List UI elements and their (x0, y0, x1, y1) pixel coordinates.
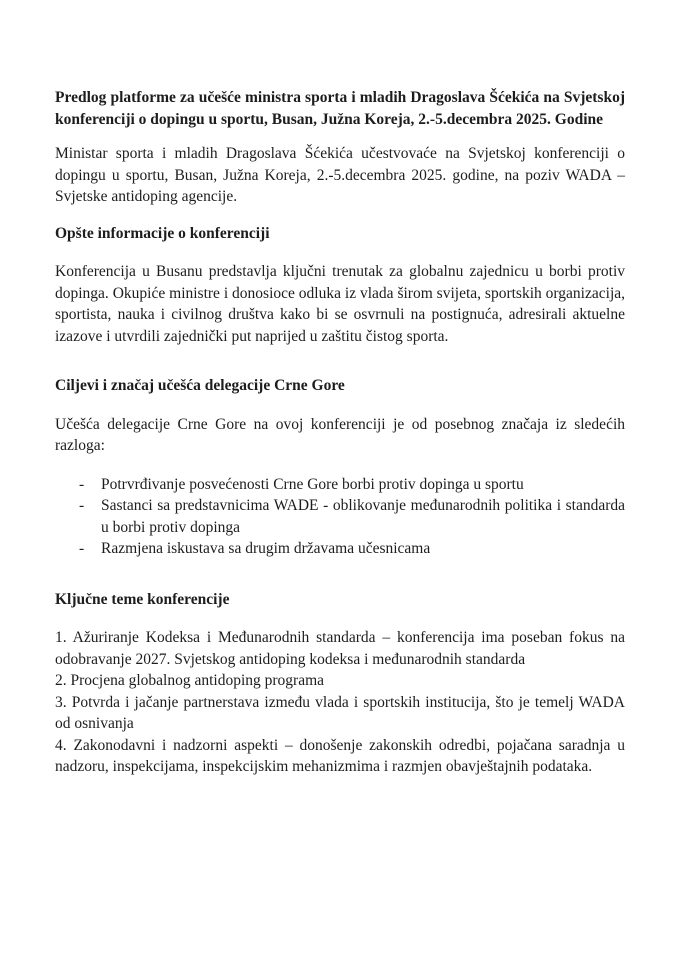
numbered-item-2: 2. Procjena globalnog antidoping programa (55, 672, 325, 689)
bullet-dash-marker: - (79, 475, 85, 493)
bullet-item (55, 538, 625, 560)
numbered-item-3: 3. Potvrda i jačanje partnerstava između vlada i sportskih institucija, što je temelj WADA od osnivanja (55, 693, 625, 732)
numbered-item-4: 4. Zakonodavni i nadzorni aspekti – donošenje zakonskih odredbi, pojačana saradnja u nadzoru, inspekcijama, inspekcijskim mehanizmima i razmjen obavještajnih podataka. (55, 736, 625, 775)
bullet-text: Sastanci sa predstavnicima WADE - oblikovanje međunarodnih politika i standarda u borbi protiv dopinga (101, 497, 625, 536)
section-paragraph-goals: Učešća delegacije Crne Gore na ovoj konferenciji je od posebnog značaja iz sledećih razloga: (55, 415, 625, 454)
intro-paragraph: Ministar sporta i mladih Dragoslava Šćekića učestvovaće na Svjetskoj konferenciji o dopingu u sportu, Busan, Južna Koreja, 2.-5.decembra 2025. godine, na poziv WADA – Svjetske antidoping agencije. (55, 145, 625, 205)
bullet-list (55, 474, 625, 560)
section-paragraph-general-info: Konferencija u Busanu predstavlja ključni trenutak za globalnu zajednicu u borbi protiv dopinga. Okupiće ministre i donosioce odluka iz vlada širom svijeta, sportskih organizacija, sportista, nauka i civilnog društva kako bi se osvrnuli na postignuća, adresirali aktuelne izazove i utvrdili zajednički put naprijed u zaštitu čistog sporta. (55, 263, 625, 345)
section-heading-general-info: Opšte informacije o konferenciji (55, 224, 270, 242)
section-heading-key-topics: Ključne teme konferencije (55, 590, 230, 608)
bullet-dash-marker: - (79, 540, 85, 557)
bullet-item (55, 495, 625, 538)
bullet-text: Razmjena iskustava sa drugim državama učesnicama (101, 540, 431, 557)
section-general-info (55, 223, 625, 348)
section-goals (55, 375, 625, 560)
numbered-item-1: 1. Ažuriranje Kodeksa i Međunarodnih standarda – konferencija ima poseban fokus na odobravanje 2027. Svjetskog antidoping kodeksa i međunarodnih standarda (55, 629, 625, 668)
section-key-topics (55, 589, 625, 778)
bullet-dash-marker: - (79, 497, 85, 514)
document-title: Predlog platforme za učešće ministra sporta i mladih Dragoslava Šćekića na Svjetskoj konferenciji o dopingu u sportu, Busan, Južna Koreja, 2.-5.decembra 2025. Godine (55, 89, 625, 128)
bullet-text: Potrvrđivanje posvećenosti Crne Gore borbi protiv dopinga u sportu (101, 475, 524, 493)
section-heading-goals: Ciljevi i značaj učešća delegacije Crne Gore (55, 377, 345, 394)
bullet-item (55, 474, 625, 496)
